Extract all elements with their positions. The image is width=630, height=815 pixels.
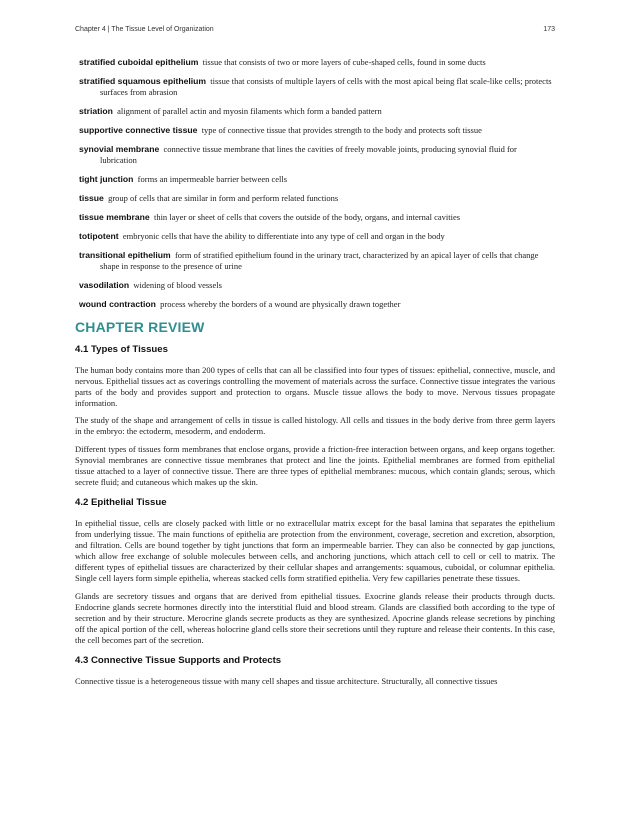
glossary-term: supportive connective tissue xyxy=(79,125,198,135)
glossary-term: striation xyxy=(79,106,113,116)
section-heading: 4.1 Types of Tissues xyxy=(75,344,168,355)
paragraph: Different types of tissues form membranes that enclose organs, provide a friction-free interaction between organs, and keep organs together. Synovial membranes are connective tissue membranes that protect and line the joints. Epithelial membranes are formed from epithelial tissue attached to a layer of connective tissue. There are three types of epithelial membranes: mucous, which contain glands; serous, which secrete fluid; and cutaneous which makes up the skin. xyxy=(75,443,555,487)
chapter-review-title: CHAPTER REVIEW xyxy=(75,319,205,335)
glossary-entry xyxy=(75,125,555,136)
glossary-term: stratified cuboidal epithelium xyxy=(79,57,199,67)
paragraph: In epithelial tissue, cells are closely packed with little or no extracellular matrix except for the basal lamina that separates the epithelium from underlying tissue. The main functions of epithelia are protection from the environment, coverage, secretion and excretion, absorption, and filtration. Cells are bound together by tight junctions that form an impermeable barrier. They can also be connected by gap junctions, which allow free exchange of soluble molecules between cells, and anchoring junctions, which attach cell to cell or cell to matrix. The different types of epithelial tissues are characterized by their cellular shapes and arrangements: squamous, cuboidal, or columnar epithelia. Single cell layers form simple epithelia, whereas stacked cells form stratified epithelia. Very few capillaries penetrate these tissues. xyxy=(75,517,555,584)
paragraph: The human body contains more than 200 types of cells that can all be classified into four types of tissues: epithelial, connective, muscle, and nervous. Epithelial tissues act as coverings controlling the movement of materials across the surface. Connective tissue integrates the various parts of the body and provides support and protection to organs. Muscle tissue allows the body to move. Nervous tissues propagate information. xyxy=(75,365,555,409)
glossary-definition: form of stratified epithelium found in the urinary tract, characterized by an apical layer of cells that change shape in response to the presence of urine xyxy=(100,250,539,271)
section-connective-tissue xyxy=(75,655,555,687)
glossary-definition: tissue that consists of multiple layers of cells with the most apical being flat scale-like cells; protects surfaces from abrasion xyxy=(100,76,552,97)
glossary-list xyxy=(75,57,555,310)
section-heading: 4.2 Epithelial Tissue xyxy=(75,496,167,508)
paragraph: Glands are secretory tissues and organs that are derived from epithelial tissues. Exocrine glands release their products through ducts. Endocrine glands secrete hormones directly into the interstitial fluid and blood stream. Glands are classified both according to the type of secretion and by their structure. Merocrine glands secrete products as they are synthesized. Apocrine glands release secretions by pinching off the apical portion of the cell, whereas holocrine gland cells store their secretions until they rupture and release their contents. In this case, the cell becomes part of the secretion. xyxy=(75,590,555,645)
glossary-definition: process whereby the borders of a wound are physically drawn together xyxy=(160,299,401,309)
glossary-term: transitional epithelium xyxy=(79,250,171,260)
glossary-term: wound contraction xyxy=(79,299,156,309)
glossary-entry xyxy=(75,174,555,185)
glossary-term: vasodilation xyxy=(79,280,130,290)
glossary-entry xyxy=(75,299,555,310)
glossary-definition: forms an impermeable barrier between cells xyxy=(137,174,288,184)
glossary-term: synovial membrane xyxy=(79,144,160,154)
paragraph: The study of the shape and arrangement of cells in tissue is called histology. All cells and tissues in the body derive from three germ layers in the embryo: the ectoderm, mesoderm, and endoderm. xyxy=(75,415,555,437)
glossary-entry xyxy=(75,57,555,68)
paragraph: Connective tissue is a heterogeneous tissue with many cell shapes and tissue architecture. Structurally, all connective tissues xyxy=(75,675,498,686)
section-heading: 4.3 Connective Tissue Supports and Protects xyxy=(75,654,282,666)
glossary-definition: connective tissue membrane that lines the cavities of freely movable joints, producing synovial fluid for lubrication xyxy=(100,144,517,165)
section-types-of-tissues xyxy=(75,344,555,488)
running-head xyxy=(75,26,555,33)
glossary-definition: tissue that consists of two or more layers of cube-shaped cells, found in some ducts xyxy=(202,57,486,67)
page-content xyxy=(75,57,555,696)
chapter-label: Chapter 4 | The Tissue Level of Organization xyxy=(75,26,214,33)
glossary-term: tissue membrane xyxy=(79,212,150,222)
glossary-definition: alignment of parallel actin and myosin filaments which form a banded pattern xyxy=(117,106,382,116)
glossary-term: tissue xyxy=(79,193,104,203)
glossary-term: stratified squamous epithelium xyxy=(79,76,207,86)
glossary-definition: widening of blood vessels xyxy=(133,280,222,290)
glossary-entry xyxy=(75,250,555,272)
glossary-definition: group of cells that are similar in form and perform related functions xyxy=(108,193,339,203)
glossary-entry xyxy=(75,106,555,117)
glossary-definition: type of connective tissue that provides strength to the body and protects soft tissue xyxy=(201,125,482,135)
glossary-entry xyxy=(75,212,555,223)
glossary-entry xyxy=(75,144,555,166)
glossary-term: totipotent xyxy=(79,231,119,241)
glossary-definition: embryonic cells that have the ability to differentiate into any type of cell and organ in the body xyxy=(122,231,445,241)
glossary-term: tight junction xyxy=(79,174,134,184)
glossary-entry xyxy=(75,231,555,242)
glossary-definition: thin layer or sheet of cells that covers the outside of the body, organs, and internal cavities xyxy=(153,212,461,222)
page-number: 173 xyxy=(543,26,555,33)
glossary-entry xyxy=(75,76,555,98)
glossary-entry xyxy=(75,193,555,204)
glossary-entry xyxy=(75,280,555,291)
section-epithelial-tissue xyxy=(75,497,555,646)
